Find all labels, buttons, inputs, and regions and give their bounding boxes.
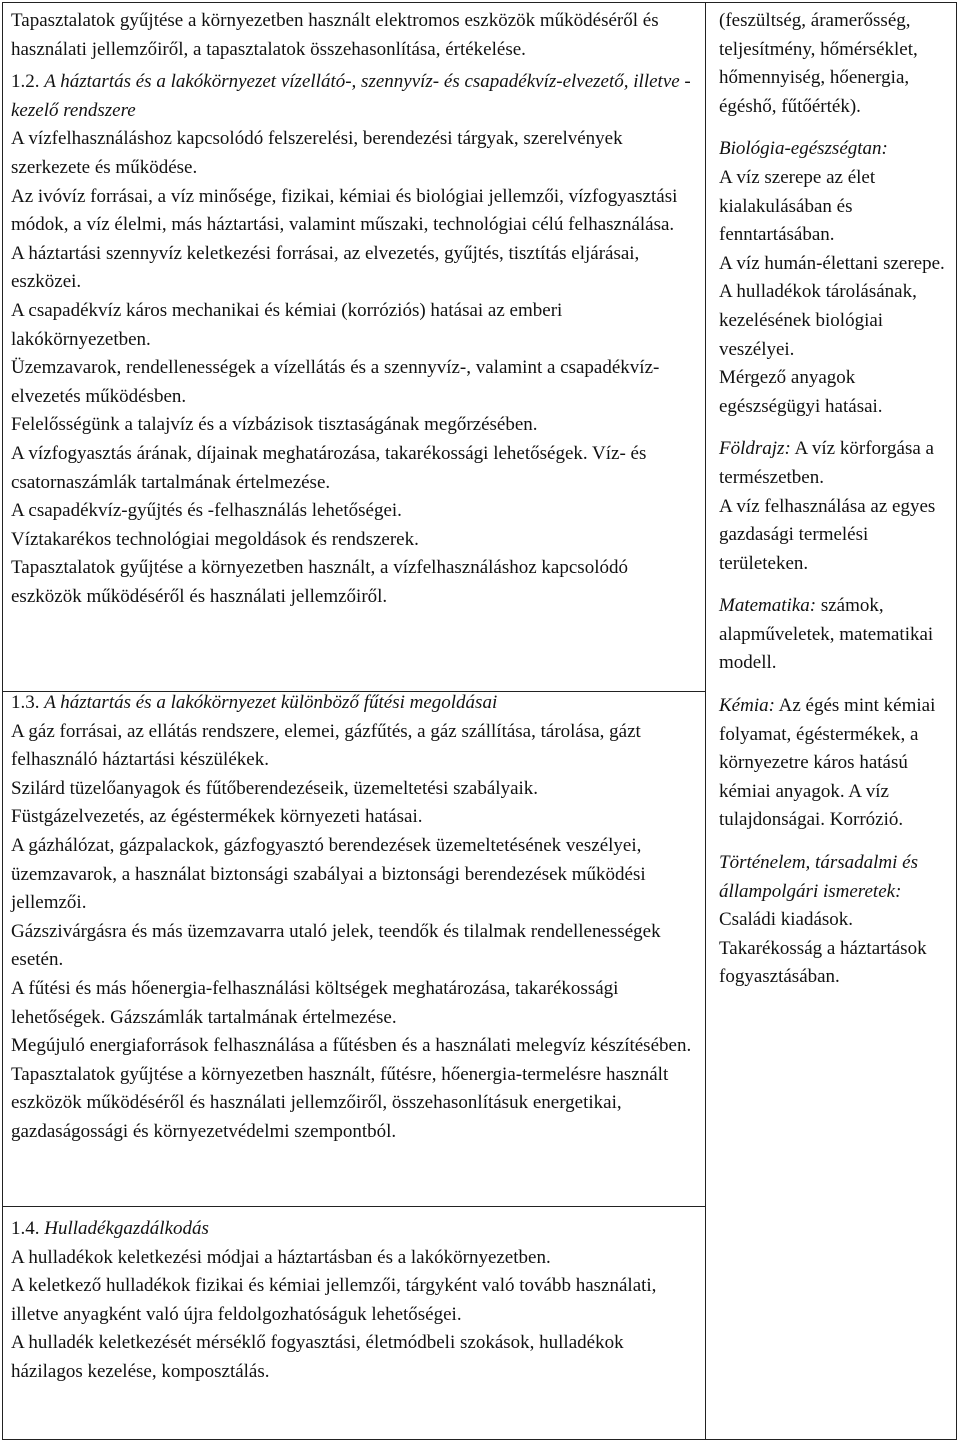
chemistry-text: Az égés mint kémiai folyamat, égéstermékek, a környezetre káros hatású kémiai anyagok. A víz tulajdonságai. Korrózió. [719,695,936,831]
paragraph: A hulladék keletkezését mérséklő fogyasztási, életmódbeli szokások, hulladékok házilagos kezelése, komposztálás. [11,1332,624,1382]
paragraph: A hulladékok keletkezési módjai a háztartásban és a lakókörnyezetben. [11,1246,551,1268]
biology-line: A víz humán-élettani szerepe. [719,252,945,274]
section-title: Hulladékgazdálkodás [44,1218,209,1239]
chemistry-block [719,692,946,835]
section-number: 1.3. [11,692,40,713]
paragraph: A csapadékvíz-gyűjtés és -felhasználás lehetőségei. [11,500,402,522]
section-1-2-cell [3,7,705,692]
curriculum-table [2,2,957,1440]
paragraph: Felelősségünk a talajvíz és a vízbázisok tisztaságának megőrzésében. [11,414,538,436]
connections-column [706,3,956,1439]
math-label: Matematika: [719,595,817,617]
paragraph: A háztartási szennyvíz keletkezési forrásai, az elvezetés, gyűjtés, tisztítás eljárásai, eszközei. [11,242,640,293]
paragraph: Üzemzavarok, rendellenességek a vízellátás és a szennyvíz-, valamint a csapadékvíz-elvezetés működésben. [11,357,660,407]
section-1-4-cell [3,1215,705,1441]
geography-line: A víz körforgása a természetben. [719,438,934,488]
paragraph: A csapadékvíz káros mechanikai és kémiai (korróziós) hatásai az emberi lakókörnyezetben. [11,299,563,350]
geography-line: A víz felhasználása az egyes gazdasági termelési területeken. [719,495,936,574]
paragraph: A gázhálózat, gázpalackok, gázfogyasztó berendezések üzemeltetésének veszélyei, üzemzavarok, a használat biztonsági szabályai a biztonsági berendezések működési jellemzői. [11,834,646,914]
paragraph: A vízfelhasználáshoz kapcsolódó felszerelési, berendezési tárgyak, szerelvények szerkezete és működése. [11,128,623,178]
section-title: A háztartás és a lakókörnyezet különböző fűtési megoldásai [44,692,498,713]
electric-experience-text: Tapasztalatok gyűjtése a környezetben használt elektromos eszközök működéséről és használati jellemzőiről, a tapasztalatok összehasonlítása, értékelése. [11,10,659,60]
history-label: Történelem, társadalmi és állampolgári ismeretek: [719,852,918,902]
paragraph: A fűtési és más hőenergia-felhasználási költségek meghatározása, takarékossági lehetőségek. Gázszámlák tartalmának értelmezése. [11,977,619,1028]
biology-line: A víz szerepe az élet kialakulásában és fenntartásában. [719,166,876,246]
paragraph: Megújuló energiaforrások felhasználása a fűtésben és a használati melegvíz készítésében. [11,1035,692,1057]
geography-label: Földrajz: [719,438,791,460]
paragraph: A vízfogyasztás árának, díjainak meghatározása, takarékossági lehetőségek. Víz- és csatornaszámlák tartalmának értelmezése. [11,442,647,493]
paragraph: Tapasztalatok gyűjtése a környezetben használt, a vízfelhasználáshoz kapcsolódó eszközök működéséről és használati jellemzőiről. [11,557,628,607]
connections-cell [706,7,956,992]
paragraph: A keletkező hulladékok fizikai és kémiai jellemzői, tárgyként való tovább használati, illetve anyagként való újra feldolgozhatóságuk lehetőségei. [11,1275,657,1325]
section-1-3-heading [11,689,697,718]
paragraph: Tapasztalatok gyűjtése a környezetben használt, fűtésre, hőenergia-termelésre használt eszközök működéséről és használati jellemzőiről, összehasonlításuk energetikai, gazdaságossági és környezetvédelmi szempontból. [11,1063,669,1142]
content-column [3,3,706,1439]
section-number: 1.2. [11,71,40,93]
section-number: 1.4. [11,1218,40,1239]
physics-continuation: (feszültség, áramerősség, teljesítmény, hőmérséklet, hőmennyiség, hőenergia, égéshő, fűtőérték). [719,10,918,117]
paragraph: Gázszivárgásra és más üzemzavarra utaló jelek, teendők és tilalmak rendellenességek esetén. [11,920,661,971]
math-text: számok, alapműveletek, matematikai modell. [719,595,934,674]
history-block [719,849,946,992]
biology-line: A hulladékok tárolásának, kezelésének biológiai veszélyei. [719,281,917,360]
paragraph: Az ivóvíz forrásai, a víz minősége, fizikai, kémiai és biológiai jellemzői, vízfogyasztási módok, a víz élelmi, más háztartási, valamint műszaki, technológiai célú felhasználása. [11,185,678,236]
section-title: A háztartás és a lakókörnyezet vízellátó-, szennyvíz- és csapadékvíz-elvezető, illetve -kezelő rendszere [11,71,691,121]
paragraph: Füstgázelvezetés, az égéstermékek környezeti hatásai. [11,806,423,828]
history-text: Családi kiadások. Takarékosság a háztartások fogyasztásában. [719,909,927,988]
paragraph: Szilárd tüzelőanyagok és fűtőberendezéseik, üzemeltetési szabályaik. [11,777,539,799]
paragraph: A gáz forrásai, az ellátás rendszere, elemei, gázfűtés, a gáz szállítása, tárolása, gázt felhasználó háztartási készülékek. [11,720,641,771]
biology-label: Biológia-egészségtan: [719,138,888,160]
section-1-2-heading [11,68,697,125]
geography-block [719,435,946,492]
section-1-3-cell [3,689,705,1207]
math-block [719,592,946,678]
section-1-4-heading [11,1215,697,1244]
biology-line: Mérgező anyagok egészségügyi hatásai. [719,367,883,417]
paragraph: Víztakarékos technológiai megoldások és rendszerek. [11,528,419,550]
chemistry-label: Kémia: [719,695,775,717]
